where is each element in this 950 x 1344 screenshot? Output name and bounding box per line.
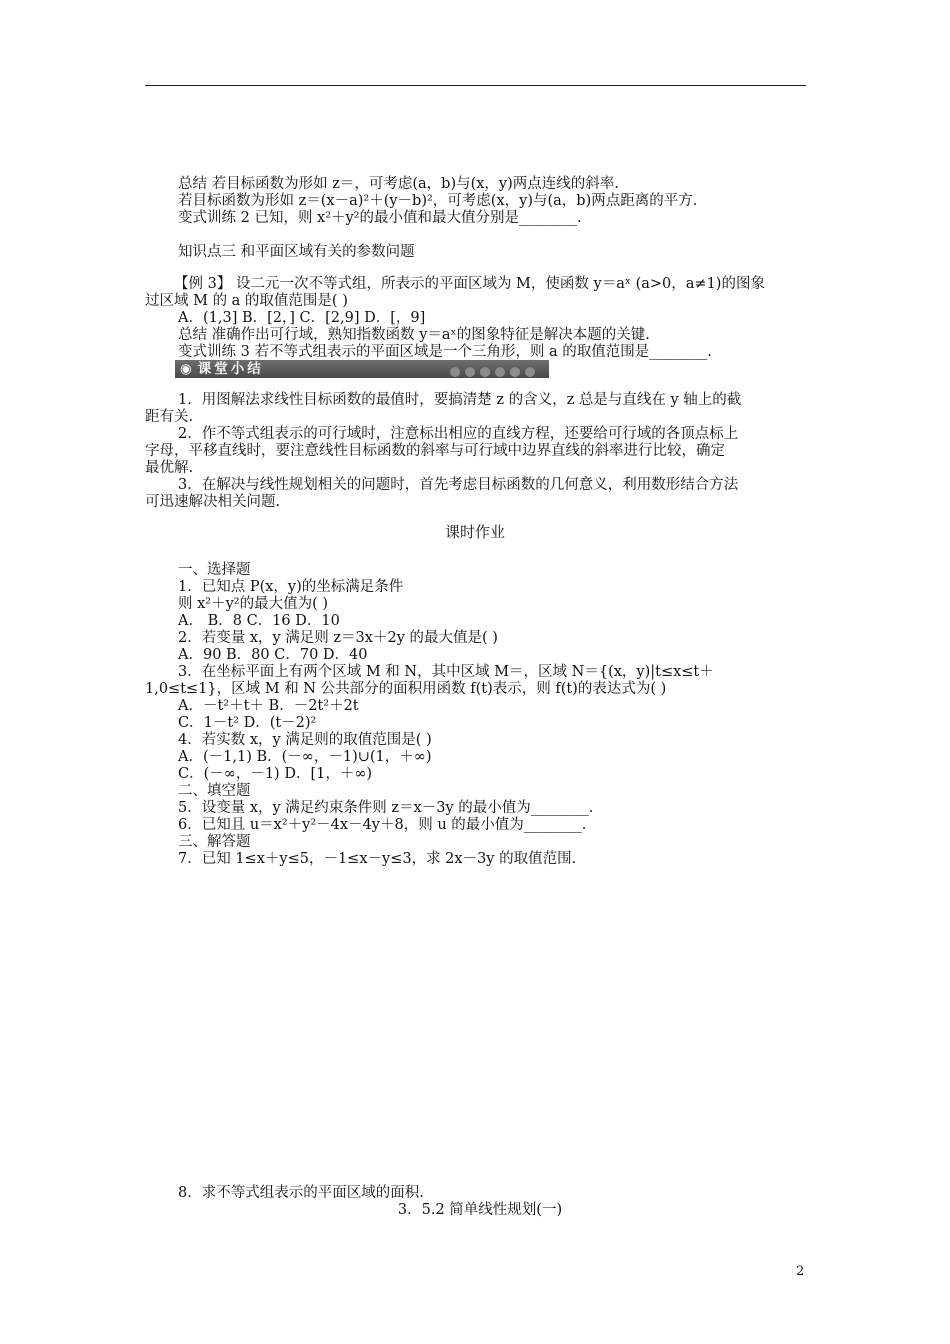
section-title: 课时作业 <box>444 523 505 541</box>
text-line: 总结 准确作出可行域，熟知指数函数 y＝aˣ的图象特征是解决本题的关键. <box>178 327 650 343</box>
text-line: 二、填空题 <box>178 783 251 799</box>
dot-icon <box>510 367 520 377</box>
banner-title: 课堂小结 <box>197 361 264 377</box>
dot-icon <box>495 367 505 377</box>
text-line: 2．作不等式组表示的可行域时，注意标出相应的直线方程，还要给可行域的各顶点标上 <box>178 426 739 442</box>
dot-icon <box>465 367 475 377</box>
text-line: 过区域 M 的 a 的取值范围是( ) <box>145 293 348 309</box>
text-line: 6．已知且 u＝x²＋y²－4x－4y＋8，则 u 的最小值为________. <box>178 817 587 833</box>
text-line: 3．在解决与线性规划相关的问题时，首先考虑目标函数的几何意义，利用数形结合方法 <box>178 477 739 493</box>
target-bullet-icon: ◉ <box>180 361 192 377</box>
text-line: 变式训练 3 若不等式组表示的平面区域是一个三角形，则 a 的取值范围是________. <box>178 344 712 360</box>
text-line: 总结 若目标函数为形如 z＝，可考虑(a，b)与(x，y)两点连线的斜率. <box>178 176 619 192</box>
text-line: 最优解. <box>145 460 194 476</box>
header-rule <box>145 85 806 86</box>
text-line: A．90 B．80 C．70 D．40 <box>178 647 368 663</box>
text-line: 一、选择题 <box>178 562 251 578</box>
text-line: 字母，平移直线时，要注意线性目标函数的斜率与可行域中边界直线的斜率进行比较，确定 <box>145 443 725 459</box>
text-line: C．1－t² D．(t－2)² <box>178 715 317 731</box>
banner-dots <box>445 364 535 382</box>
text-line: 三、解答题 <box>178 834 251 850</box>
text-line: 1,0≤t≤1}，区域 M 和 N 公共部分的面积用函数 f(t)表示，则 f(t)的表达式为( ) <box>145 681 667 697</box>
text-line: C．(－∞，－1) D．[1，＋∞) <box>178 766 373 782</box>
section-banner <box>175 360 549 378</box>
dot-icon <box>525 367 535 377</box>
text-line: 3．在坐标平面上有两个区域 M 和 N，其中区域 M＝，区域 N＝{(x，y)|t≤x≤t＋ <box>178 664 714 680</box>
text-line: 【例 3】 设二元一次不等式组，所表示的平面区域为 M，使函数 y＝aˣ (a>0，a≠1)的图象 <box>174 276 765 292</box>
text-line: 2．若变量 x，y 满足则 z＝3x＋2y 的最大值是( ) <box>178 630 498 646</box>
text-line: 知识点三 和平面区域有关的参数问题 <box>178 244 415 260</box>
text-line: A．(－1,1) B．(－∞，－1)∪(1，＋∞) <box>178 749 432 765</box>
text-line: 8．求不等式组表示的平面区域的面积. <box>178 1185 424 1201</box>
dot-icon <box>450 367 460 377</box>
text-line: 4．若实数 x，y 满足则的取值范围是( ) <box>178 732 432 748</box>
text-line: 若目标函数为形如 z＝(x－a)²＋(y－b)²，可考虑(x，y)与(a，b)两点距离的平方. <box>178 193 698 209</box>
page-number: 2 <box>796 1264 805 1279</box>
text-line: 距有关. <box>145 409 194 425</box>
text-line: 变式训练 2 已知，则 x²＋y²的最小值和最大值分别是________. <box>178 210 582 226</box>
text-line: 1．已知点 P(x，y)的坐标满足条件 <box>178 579 404 595</box>
text-line: A．(1,3] B．[2，] C．[2,9] D．[，9] <box>178 310 426 326</box>
text-line: 则 x²＋y²的最大值为( ) <box>178 596 329 612</box>
text-line: A．－t²＋t＋ B．－2t²＋2t <box>178 698 359 714</box>
text-line: A． B．8 C．16 D．10 <box>178 613 340 629</box>
text-line: 7．已知 1≤x＋y≤5，－1≤x－y≤3，求 2x－3y 的取值范围. <box>178 851 577 867</box>
text-line: 5．设变量 x，y 满足约束条件则 z＝x－3y 的最小值为________. <box>178 800 594 816</box>
footer-title: 3．5.2 简单线性规划(一) <box>397 1202 563 1218</box>
dot-icon <box>480 367 490 377</box>
text-line: 可迅速解决相关问题. <box>145 494 281 510</box>
text-line: 1．用图解法求线性目标函数的最值时，要搞清楚 z 的含义，z 总是与直线在 y 轴上的截 <box>178 392 742 408</box>
